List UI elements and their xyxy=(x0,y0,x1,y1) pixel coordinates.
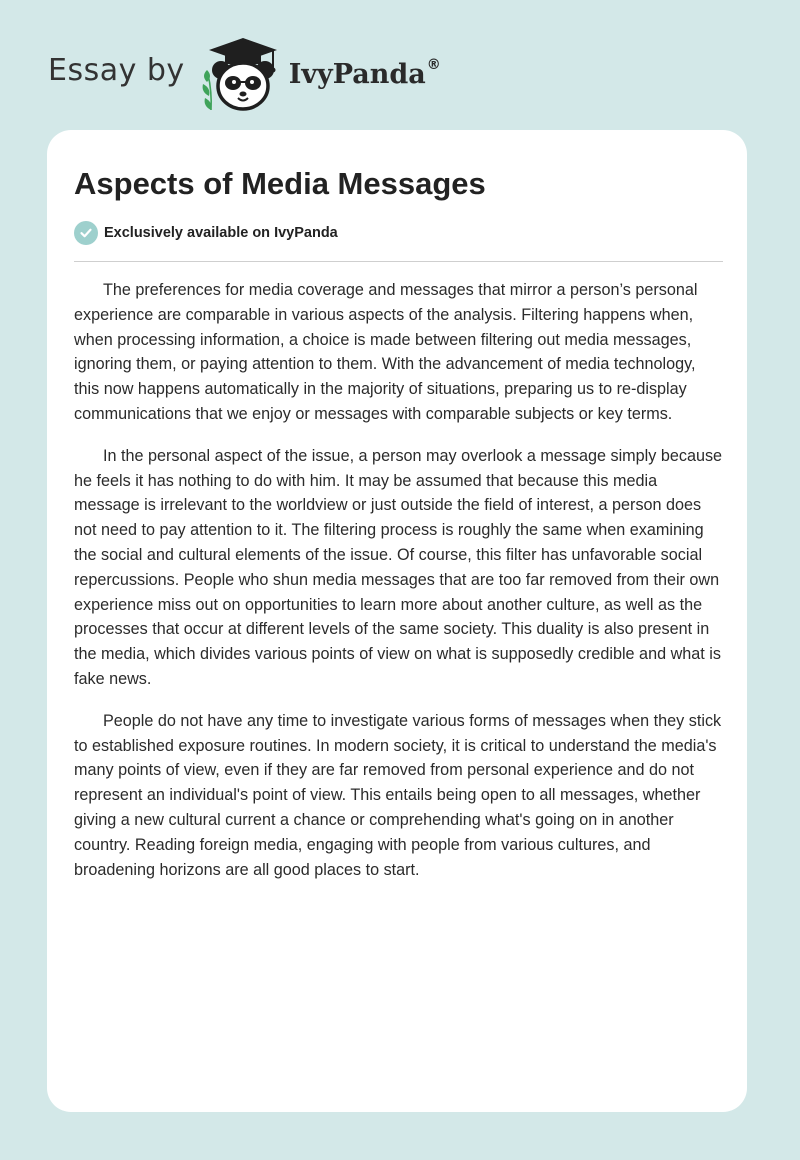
divider xyxy=(74,261,723,262)
paragraph: In the personal aspect of the issue, a person may overlook a message simply because he feels it has nothing to do with him. It may be assumed that because this media message is irrelevant to the worldview or just outside the field of interest, a person does not need to pay attention to it. The filtering process is roughly the same when examining the social and cultural elements of the issue. Of course, this filter has unfavorable social repercussions. People who shun media messages that are too far removed from their own experience miss out on opportunities to learn more about another culture, as well as the processes that occur at different levels of the same society. This duality is also present in the media, which divides various points of view on what is supposedly credible and what is fake news. xyxy=(74,446,723,688)
exclusive-badge xyxy=(74,221,338,245)
essay-by-label: Essay by xyxy=(48,52,185,88)
essay-card xyxy=(47,130,747,1112)
exclusive-badge-label: Exclusively available on IvyPanda xyxy=(104,225,338,241)
site-header xyxy=(48,34,441,114)
brand-name[interactable] xyxy=(288,56,441,90)
check-circle-icon xyxy=(74,221,98,245)
paragraph: People do not have any time to investigate various forms of messages when they stick to established exposure routines. In modern society, it is critical to understand the media's many points of view, even if they are far removed from personal experience and do not represent an individual's point of view. This entails being open to all messages, whether giving a new cultural current a chance or comprehending what's going on in another country. Reading foreign media, engaging with people from various cultures, and broadening horizons are all good places to start. xyxy=(74,711,722,879)
paragraph: The preferences for media coverage and messages that mirror a person’s personal experience are comparable in various aspects of the analysis. Filtering happens when, when processing information, a choice is made between filtering out media messages, ignoring them, or paying attention to them. With the advancement of media technology, this now happens automatically in the majority of situations, preparing us to re-display communications that we enjoy or messages with comparable subjects or key terms. xyxy=(74,281,698,423)
essay-body xyxy=(74,278,724,899)
registered-mark: ® xyxy=(426,56,441,73)
panda-graduation-cap-icon[interactable] xyxy=(199,34,285,114)
page-title: Aspects of Media Messages xyxy=(74,166,486,201)
brand-label: IvyPanda xyxy=(288,58,426,90)
